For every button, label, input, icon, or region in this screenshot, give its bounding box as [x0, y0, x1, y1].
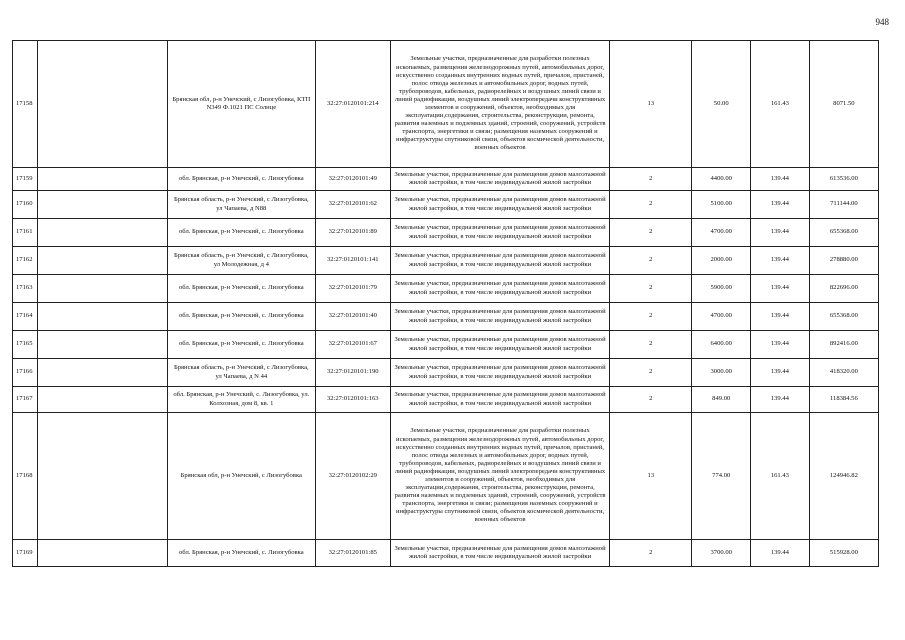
- specific-value-cell: 139.44: [751, 359, 810, 387]
- cadastral-value-cell: 118384.56: [809, 387, 878, 413]
- area-cell: 4400.00: [692, 168, 751, 191]
- row-number-cell: 17163: [13, 275, 38, 303]
- land-use-description-cell: Земельные участки, предназначенные для разработки полезных ископаемых, размещения железнодорожных путей, автомобильных дорог, искусственно созданных внутренних водных путей, причалов, пристаней, полос отвода железных и автомобильных дорог, водных путей, трубопроводов, кабельных, радиорелейных и воздушных линий связи и линий радиофикации, воздушных линий электропередачи конструктивных элементов и сооружений, объектов, необходимых для эксплуатации,содержания, строительства, реконструкции, ремонта, развития наземных и подземных зданий, строений, сооружений, устройств транспорта, энергетики и связи; размещения наземных сооружений и инфраструктуры спутниковой связи, объектов космической деятельности, военных объектов: [390, 41, 609, 168]
- address-cell: обл. Брянская, р-н Унечский, с. Лизогубовка: [167, 303, 315, 331]
- table-body: [13, 41, 879, 567]
- empty-cell: [37, 540, 167, 567]
- specific-value-cell: 161.43: [751, 41, 810, 168]
- address-cell: Брянская обл, р-н Унечский, с Лизогубовка: [167, 413, 315, 540]
- category-code-cell: 2: [610, 219, 692, 247]
- empty-cell: [37, 219, 167, 247]
- area-cell: 3000.00: [692, 359, 751, 387]
- empty-cell: [37, 41, 167, 168]
- cadastral-number-cell: 32:27:0120101:79: [315, 275, 390, 303]
- empty-cell: [37, 191, 167, 219]
- address-cell: обл. Брянская, р-н Унечский, с. Лизогубовка: [167, 275, 315, 303]
- page-number: 948: [875, 17, 889, 27]
- cadastral-number-cell: 32:27:0120101:214: [315, 41, 390, 168]
- cadastral-number-cell: 32:27:0120101:67: [315, 331, 390, 359]
- category-code-cell: 2: [610, 331, 692, 359]
- cadastral-value-cell: 892416.00: [809, 331, 878, 359]
- cadastral-number-cell: 32:27:0120101:85: [315, 540, 390, 567]
- empty-cell: [37, 413, 167, 540]
- table-row: [13, 331, 879, 359]
- table-row: [13, 303, 879, 331]
- row-number-cell: 17164: [13, 303, 38, 331]
- cadastral-value-cell: 124946.82: [809, 413, 878, 540]
- cadastral-number-cell: 32:27:0120101:163: [315, 387, 390, 413]
- category-code-cell: 2: [610, 191, 692, 219]
- cadastral-value-cell: 655368.00: [809, 219, 878, 247]
- empty-cell: [37, 331, 167, 359]
- land-use-description-cell: Земельные участки, предназначенные для размещения домов малоэтажной жилой застройки, в том числе индивидуальной жилой застройки: [390, 359, 609, 387]
- area-cell: 849.00: [692, 387, 751, 413]
- area-cell: 2000.00: [692, 247, 751, 275]
- area-cell: 50.00: [692, 41, 751, 168]
- land-use-description-cell: Земельные участки, предназначенные для размещения домов малоэтажной жилой застройки, в том числе индивидуальной жилой застройки: [390, 275, 609, 303]
- specific-value-cell: 139.44: [751, 219, 810, 247]
- specific-value-cell: 139.44: [751, 331, 810, 359]
- cadastral-value-cell: 278880.00: [809, 247, 878, 275]
- category-code-cell: 13: [610, 41, 692, 168]
- empty-cell: [37, 387, 167, 413]
- cadastral-value-cell: 418320.00: [809, 359, 878, 387]
- empty-cell: [37, 247, 167, 275]
- land-use-description-cell: Земельные участки, предназначенные для размещения домов малоэтажной жилой застройки, в том числе индивидуальной жилой застройки: [390, 168, 609, 191]
- row-number-cell: 17169: [13, 540, 38, 567]
- area-cell: 3700.00: [692, 540, 751, 567]
- cadastral-value-cell: 711144.00: [809, 191, 878, 219]
- cadastral-number-cell: 32:27:0120101:62: [315, 191, 390, 219]
- empty-cell: [37, 275, 167, 303]
- land-use-description-cell: Земельные участки, предназначенные для размещения домов малоэтажной жилой застройки, в том числе индивидуальной жилой застройки: [390, 387, 609, 413]
- specific-value-cell: 139.44: [751, 191, 810, 219]
- address-cell: обл. Брянская, р-н Унечский, с. Лизогубовка: [167, 331, 315, 359]
- land-use-description-cell: Земельные участки, предназначенные для размещения домов малоэтажной жилой застройки, в том числе индивидуальной жилой застройки: [390, 219, 609, 247]
- category-code-cell: 2: [610, 359, 692, 387]
- area-cell: 4700.00: [692, 219, 751, 247]
- category-code-cell: 2: [610, 387, 692, 413]
- land-use-description-cell: Земельные участки, предназначенные для разработки полезных ископаемых, размещения железнодорожных путей, автомобильных дорог, искусственно созданных внутренних водных путей, причалов, пристаней, полос отвода железных и автомобильных дорог, водных путей, трубопроводов, кабельных, радиорелейных и воздушных линий связи и линий радиофикации, воздушных линий электропередачи конструктивных элементов и сооружений, объектов, необходимых для эксплуатации,содержания, строительства, реконструкции, ремонта, развития наземных и подземных зданий, строений, сооружений, устройств транспорта, энергетики и связи; размещения наземных сооружений и инфраструктуры спутниковой связи, объектов космической деятельности, военных объектов: [390, 413, 609, 540]
- land-use-description-cell: Земельные участки, предназначенные для размещения домов малоэтажной жилой застройки, в том числе индивидуальной жилой застройки: [390, 247, 609, 275]
- row-number-cell: 17160: [13, 191, 38, 219]
- category-code-cell: 2: [610, 303, 692, 331]
- specific-value-cell: 139.44: [751, 540, 810, 567]
- area-cell: 5100.00: [692, 191, 751, 219]
- cadastral-number-cell: 32:27:0120101:49: [315, 168, 390, 191]
- land-use-description-cell: Земельные участки, предназначенные для размещения домов малоэтажной жилой застройки, в том числе индивидуальной жилой застройки: [390, 331, 609, 359]
- row-number-cell: 17162: [13, 247, 38, 275]
- specific-value-cell: 139.44: [751, 247, 810, 275]
- cadastral-value-cell: 8071.50: [809, 41, 878, 168]
- table-row: [13, 275, 879, 303]
- area-cell: 5900.00: [692, 275, 751, 303]
- address-cell: обл. Брянская, р-н Унечский, с. Лизогубовка: [167, 168, 315, 191]
- cadastral-value-cell: 515928.00: [809, 540, 878, 567]
- row-number-cell: 17166: [13, 359, 38, 387]
- cadastral-number-cell: 32:27:0120102:29: [315, 413, 390, 540]
- address-cell: Брянская область, р-н Унечский, с Лизогубовка, ул Молодежная, д 4: [167, 247, 315, 275]
- table-row: [13, 247, 879, 275]
- category-code-cell: 2: [610, 540, 692, 567]
- table-row: [13, 41, 879, 168]
- specific-value-cell: 161.43: [751, 413, 810, 540]
- table-row: [13, 540, 879, 567]
- land-use-description-cell: Земельные участки, предназначенные для размещения домов малоэтажной жилой застройки, в том числе индивидуальной жилой застройки: [390, 303, 609, 331]
- cadastral-number-cell: 32:27:0120101:141: [315, 247, 390, 275]
- category-code-cell: 2: [610, 247, 692, 275]
- empty-cell: [37, 359, 167, 387]
- table-row: [13, 387, 879, 413]
- address-cell: Брянская область, р-н Унечский, с Лизогубовка, ул Чапаева, д N 44: [167, 359, 315, 387]
- row-number-cell: 17158: [13, 41, 38, 168]
- land-use-description-cell: Земельные участки, предназначенные для размещения домов малоэтажной жилой застройки, в том числе индивидуальной жилой застройки: [390, 540, 609, 567]
- specific-value-cell: 139.44: [751, 275, 810, 303]
- table-row: [13, 359, 879, 387]
- address-cell: Брянская область, р-н Унечский, с Лизогубовка, ул Чапаева, д N88: [167, 191, 315, 219]
- table-row: [13, 168, 879, 191]
- cadastral-value-cell: 822696.00: [809, 275, 878, 303]
- land-registry-table: [12, 40, 879, 567]
- cadastral-value-cell: 613536.00: [809, 168, 878, 191]
- cadastral-number-cell: 32:27:0120101:40: [315, 303, 390, 331]
- row-number-cell: 17168: [13, 413, 38, 540]
- cadastral-number-cell: 32:27:0120101:89: [315, 219, 390, 247]
- row-number-cell: 17159: [13, 168, 38, 191]
- category-code-cell: 2: [610, 168, 692, 191]
- specific-value-cell: 139.44: [751, 387, 810, 413]
- area-cell: 6400.00: [692, 331, 751, 359]
- specific-value-cell: 139.44: [751, 168, 810, 191]
- area-cell: 4700.00: [692, 303, 751, 331]
- table-row: [13, 413, 879, 540]
- land-use-description-cell: Земельные участки, предназначенные для размещения домов малоэтажной жилой застройки, в том числе индивидуальной жилой застройки: [390, 191, 609, 219]
- address-cell: Брянская обл, р-н Унечский, с Лизогубовка, КТП N349 Ф.1021 ПС Солнце: [167, 41, 315, 168]
- empty-cell: [37, 303, 167, 331]
- specific-value-cell: 139.44: [751, 303, 810, 331]
- address-cell: обл. Брянская, р-н Унечский, с. Лизогубовка, ул. Колхозная, дом 8, кв. 1: [167, 387, 315, 413]
- address-cell: обл. Брянская, р-н Унечский, с. Лизогубовка: [167, 540, 315, 567]
- row-number-cell: 17165: [13, 331, 38, 359]
- empty-cell: [37, 168, 167, 191]
- row-number-cell: 17167: [13, 387, 38, 413]
- cadastral-value-cell: 655368.00: [809, 303, 878, 331]
- table-row: [13, 191, 879, 219]
- area-cell: 774.00: [692, 413, 751, 540]
- row-number-cell: 17161: [13, 219, 38, 247]
- category-code-cell: 2: [610, 275, 692, 303]
- table-row: [13, 219, 879, 247]
- category-code-cell: 13: [610, 413, 692, 540]
- address-cell: обл. Брянская, р-н Унечский, с. Лизогубовка: [167, 219, 315, 247]
- cadastral-number-cell: 32:27:0120101:190: [315, 359, 390, 387]
